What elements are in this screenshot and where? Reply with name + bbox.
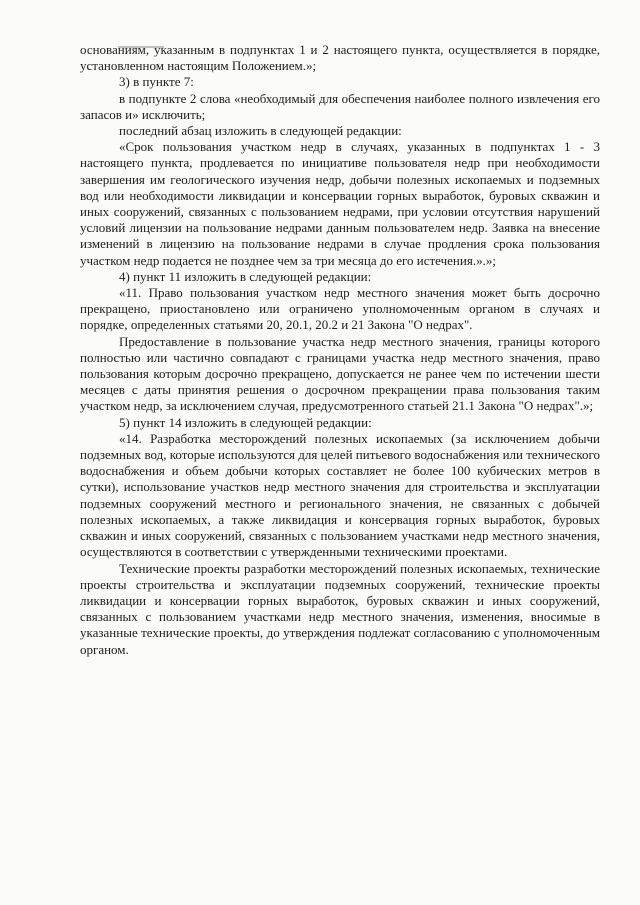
paragraph: Технические проекты разработки месторождений полезных ископаемых, технические проекты строительства и эксплуатации подземных сооружений, технические проекты ликвидации и консервации горных выработок, буровых скважин и иных сооружений, связанных с пользованием участками недр местного значения, изменения, вносимые в указанные технические проекты, до утверждения подлежат согласованию с уполномоченным органом.	[80, 560, 600, 657]
paragraph: последний абзац изложить в следующей редакции:	[119, 123, 402, 139]
paragraph: «14. Разработка месторождений полезных ископаемых (за исключением добычи подземных вод, которые используются для целей питьевого водоснабжения или технического водоснабжения и объем добычи которых составляет не более 100 кубических метров в сутки), использование участков недр местного значения для строительства и эксплуатации подземных сооружений местного и регионального значения, не связанных с добычей полезных ископаемых, а также ликвидация и консервация горных выработок, буровых скважин и иных сооружений, связанных с пользованием участками недр местного значения, осуществляются в соответствии с утвержденными техническими проектами.	[80, 430, 600, 560]
paragraph: 4) пункт 11 изложить в следующей редакции:	[119, 268, 372, 284]
paragraph: Предоставление в пользование участка недр местного значения, границы которого полностью или частично совпадают с границами участка недр местного значения, право пользования которым досрочно прекращено, допускается не ранее чем по истечении шести месяцев с даты принятия решения о досрочном прекращении права пользования таким участком недр, за исключением случая, предусмотренного статьей 21.1 Закона "О недрах".»;	[80, 333, 600, 414]
paragraph: «11. Право пользования участком недр местного значения может быть досрочно прекращено, приостановлено или ограничено уполномоченным органом в случаях и порядке, определенных статьями 20, 20.1, 20.2 и 21 Закона "О недрах".	[80, 285, 600, 333]
paragraph: основаниям, указанным в подпунктах 1 и 2 настоящего пункта, осуществляется в порядке, установленном настоящим Положением.»;	[80, 42, 600, 74]
document-body	[80, 42, 600, 658]
paragraph: «Срок пользования участком недр в случаях, указанных в подпунктах 1 - 3 настоящего пункта, продлевается по инициативе пользователя недр при необходимости завершения им геологического изучения недр, добычи полезных ископаемых и подземных вод или необходимости ликвидации и консервации горных выработок, буровых скважин и иных сооружений, связанных с пользованием недрами, при условии отсутствия нарушений условий лицензии на пользование недрами данным пользователем недр. Заявка на внесение изменений в лицензию на пользование недрами в случае продления срока пользования участком недр подается не позднее чем за три месяца до его истечения.».»;	[80, 139, 600, 268]
paragraph: 5) пункт 14 изложить в следующей редакции:	[119, 414, 372, 430]
paragraph: 3) в пункте 7:	[119, 74, 194, 90]
paragraph: в подпункте 2 слова «необходимый для обеспечения наиболее полного извлечения его запасов и» исключить;	[80, 90, 600, 122]
